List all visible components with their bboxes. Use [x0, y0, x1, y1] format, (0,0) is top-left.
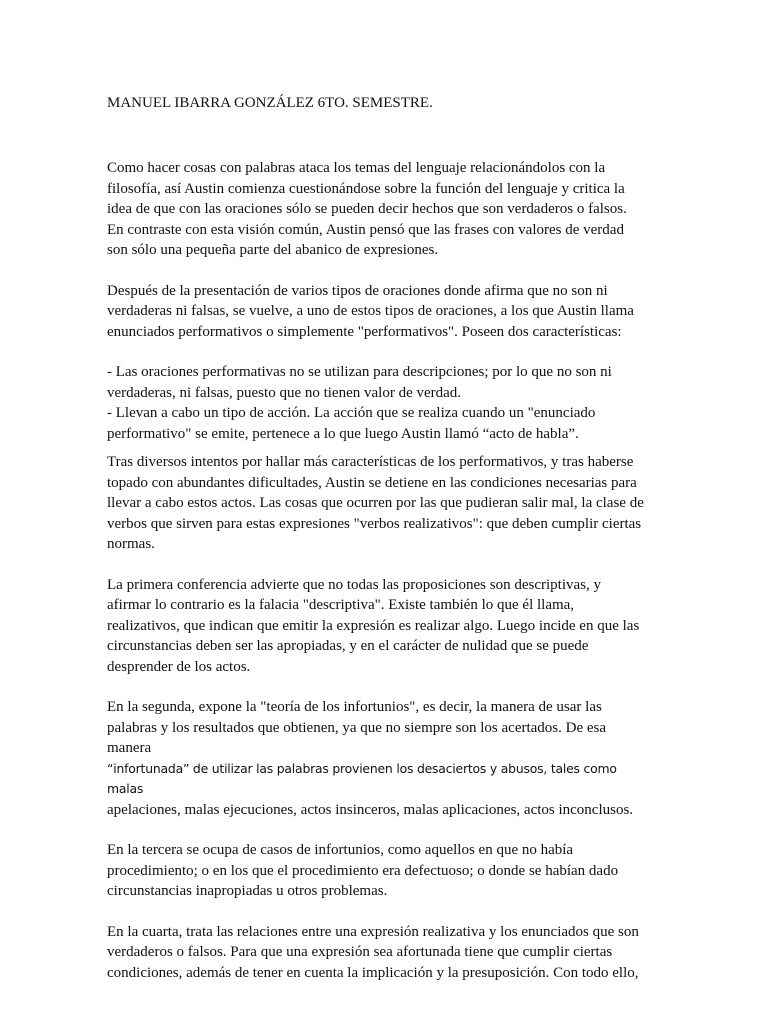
paragraph-segunda-line-c: apelaciones, malas ejecuciones, actos insinceros, malas aplicaciones, actos inconclusos. [107, 801, 634, 818]
paragraph-tercera-conferencia: En la tercera se ocupa de casos de infortunios, como aquellos en que no había procedimiento; o en los que el procedimiento era defectuoso; o donde se habían dado circunstancias inapropiadas u otros problemas. [107, 842, 619, 899]
document-body [107, 158, 647, 983]
paragraph-primera-conferencia: La primera conferencia advierte que no todas las proposiciones son descriptivas, y afirmar lo contrario es la falacia "descriptiva". Existe también lo que él llama, realizativos, que indican que emitir la expresión es realizar algo. Luego incide en que las circunstancias deben ser las apropiadas, y en el carácter de nulidad que se puede desprender de los actos. [107, 576, 640, 675]
paragraph-segunda-line-b: “infortunada” de utilizar las palabras provienen los desaciertos y abusos, tales como malas [107, 760, 617, 796]
paragraph-segunda-conferencia [107, 697, 647, 820]
paragraph-performativos: Después de la presentación de varios tipos de oraciones donde afirma que no son ni verdaderas ni falsas, se vuelve, a uno de estos tipos de oraciones, a los que Austin llama enunciados performativos o simplemente "performativos". Poseen dos características: [107, 282, 634, 340]
list-item-descripciones: - Las oraciones performativas no se utilizan para descripciones; por lo que no son ni verdaderas, ni falsas, puesto que no tienen valor de verdad. [107, 364, 612, 401]
paragraph-cuarta-conferencia: En la cuarta, trata las relaciones entre una expresión realizativa y los enunciados que son verdaderos o falsos. Para que una expresión sea afortunada tiene que cumplir ciertas condiciones, además de tener en cuenta la implicación y la presuposición. Con todo ello, [107, 923, 639, 981]
paragraph-intro: Como hacer cosas con palabras ataca los temas del lenguaje relacionándolos con la filosofía, así Austin comienza cuestionándose sobre la función del lenguaje y critica la idea de que con las oraciones sólo se pueden decir hechos que son verdaderos o falsos. En contraste con esta visión común, Austin pensó que las frases con valores de verdad son sólo una pequeña parte del abanico de expresiones. [107, 160, 627, 258]
paragraph-segunda-line-a: En la segunda, expone la "teoría de los infortunios", es decir, la manera de usar las palabras y los resultados que obtienen, ya que no siempre son los acertados. De esa manera [107, 699, 607, 756]
paragraph-caracteristicas: Tras diversos intentos por hallar más características de los performativos, y tras haberse topado con abundantes dificultades, Austin se detiene en las condiciones necesarias para llevar a cabo estos actos. Las cosas que ocurren por las que pudieran salir mal, la clase de verbos que sirven para estas expresiones "verbos realizativos": que deben cumplir ciertas normas. [107, 454, 644, 552]
list-item-accion: - Llevan a cabo un tipo de acción. La acción que se realiza cuando un "enunciado performativo" se emite, pertenece a lo que luego Austin llamó “acto de habla”. [107, 405, 596, 442]
document-heading: MANUEL IBARRA GONZÁLEZ 6TO. SEMESTRE. [107, 95, 433, 111]
